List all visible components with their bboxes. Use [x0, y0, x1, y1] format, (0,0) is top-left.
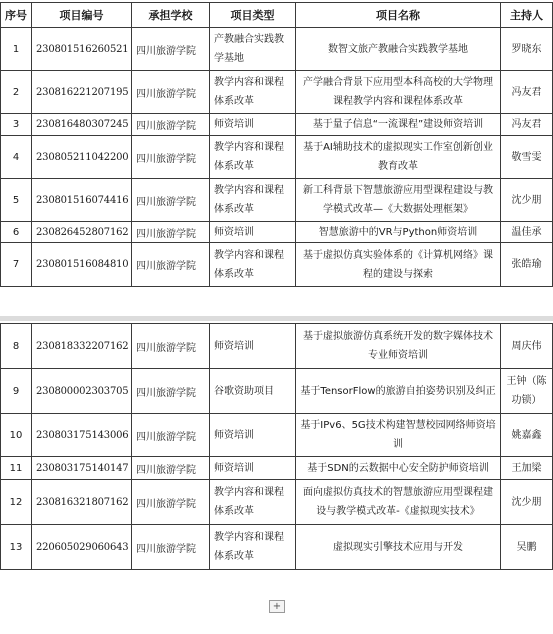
- header-code: 项目编号: [32, 3, 132, 28]
- cell-school: 四川旅游学院: [132, 369, 210, 414]
- cell-type: 教学内容和课程体系改革: [210, 136, 296, 179]
- cell-code: 230803175140147: [32, 457, 132, 480]
- header-name: 项目名称: [296, 3, 501, 28]
- cell-code: 230801516084810: [32, 243, 132, 287]
- cell-host: 王加梁: [501, 457, 553, 480]
- cell-type: 教学内容和课程体系改革: [210, 525, 296, 570]
- cell-host: 敬雪雯: [501, 136, 553, 179]
- table-row: [1, 414, 553, 457]
- cell-code: 230803175143006: [32, 414, 132, 457]
- cell-host: 冯友君: [501, 114, 553, 136]
- cell-host: 周庆伟: [501, 324, 553, 369]
- table-row: [1, 114, 553, 136]
- cell-num: 2: [1, 71, 32, 114]
- cell-code: 230801516260521: [32, 28, 132, 71]
- table-row: [1, 480, 553, 525]
- cell-num: 13: [1, 525, 32, 570]
- cell-num: 12: [1, 480, 32, 525]
- cell-name: 基于TensorFlow的旅游自拍姿势识别及纠正: [296, 369, 501, 414]
- table-row: [1, 136, 553, 179]
- cell-num: 11: [1, 457, 32, 480]
- cell-type: 师资培训: [210, 457, 296, 480]
- page-break-strip: [0, 316, 553, 321]
- cell-school: 四川旅游学院: [132, 525, 210, 570]
- cell-host: 沈少朋: [501, 179, 553, 222]
- cell-name: 基于量子信息“一流课程”建设师资培训: [296, 114, 501, 136]
- header-school: 承担学校: [132, 3, 210, 28]
- cell-type: 教学内容和课程体系改革: [210, 179, 296, 222]
- cell-name: 新工科背景下智慧旅游应用型课程建设与教学模式改革—《大数据处理框架》: [296, 179, 501, 222]
- cell-name: 面向虚拟仿真技术的智慧旅游应用型课程建设与教学模式改革-《虚拟现实技术》: [296, 480, 501, 525]
- cell-type: 师资培训: [210, 114, 296, 136]
- cell-name: 智慧旅游中的VR与Python师资培训: [296, 222, 501, 243]
- cell-type: 师资培训: [210, 324, 296, 369]
- cell-type: 教学内容和课程体系改革: [210, 71, 296, 114]
- cell-num: 7: [1, 243, 32, 287]
- table-row: [1, 28, 553, 71]
- cell-school: 四川旅游学院: [132, 114, 210, 136]
- cell-school: 四川旅游学院: [132, 480, 210, 525]
- cell-code: 230816221207195: [32, 71, 132, 114]
- cell-school: 四川旅游学院: [132, 324, 210, 369]
- cell-code: 230816480307245: [32, 114, 132, 136]
- cell-num: 1: [1, 28, 32, 71]
- cell-code: 230826452807162: [32, 222, 132, 243]
- cell-school: 四川旅游学院: [132, 71, 210, 114]
- cell-name: 虚拟现实引擎技术应用与开发: [296, 525, 501, 570]
- cell-num: 10: [1, 414, 32, 457]
- cell-name: 数智文旅产教融合实践教学基地: [296, 28, 501, 71]
- cell-code: 230800002303705: [32, 369, 132, 414]
- cell-host: 姚嘉鑫: [501, 414, 553, 457]
- cell-host: 张皓瑜: [501, 243, 553, 287]
- cell-host: 温佳承: [501, 222, 553, 243]
- table-row: [1, 222, 553, 243]
- cell-school: 四川旅游学院: [132, 414, 210, 457]
- cell-school: 四川旅游学院: [132, 136, 210, 179]
- table-add-row-handle[interactable]: +: [269, 600, 285, 613]
- project-table-bottom: [0, 323, 553, 570]
- table-row: [1, 243, 553, 287]
- table-row: [1, 457, 553, 480]
- cell-code: 230818332207162: [32, 324, 132, 369]
- cell-num: 4: [1, 136, 32, 179]
- header-host: 主持人: [501, 3, 553, 28]
- cell-name: 基于SDN的云数据中心安全防护师资培训: [296, 457, 501, 480]
- cell-name: 产学融合背景下应用型本科高校的大学物理课程教学内容和课程体系改革: [296, 71, 501, 114]
- project-table-top: [0, 2, 553, 287]
- cell-num: 9: [1, 369, 32, 414]
- cell-name: 基于IPv6、5G技术构建智慧校园网络师资培训: [296, 414, 501, 457]
- cell-name: 基于AI辅助技术的虚拟现实工作室创新创业教育改革: [296, 136, 501, 179]
- table-row: [1, 369, 553, 414]
- cell-type: 教学内容和课程体系改革: [210, 243, 296, 287]
- cell-school: 四川旅游学院: [132, 457, 210, 480]
- header-type: 项目类型: [210, 3, 296, 28]
- cell-type: 产教融合实践教学基地: [210, 28, 296, 71]
- table-row: [1, 324, 553, 369]
- cell-host: 沈少朋: [501, 480, 553, 525]
- cell-name: 基于虚拟仿真实验体系的《计算机网络》课程的建设与探索: [296, 243, 501, 287]
- table-row: [1, 71, 553, 114]
- cell-num: 6: [1, 222, 32, 243]
- cell-school: 四川旅游学院: [132, 28, 210, 71]
- header-row: [1, 3, 553, 28]
- cell-code: 230801516074416: [32, 179, 132, 222]
- cell-type: 师资培训: [210, 222, 296, 243]
- cell-code: 230816321807162: [32, 480, 132, 525]
- cell-code: 220605029060643: [32, 525, 132, 570]
- cell-host: 罗晓东: [501, 28, 553, 71]
- table-row: [1, 179, 553, 222]
- cell-host: 王钟（陈功锁）: [501, 369, 553, 414]
- cell-type: 谷歌资助项目: [210, 369, 296, 414]
- header-num: 序号: [1, 3, 32, 28]
- cell-code: 230805211042200: [32, 136, 132, 179]
- cell-type: 教学内容和课程体系改革: [210, 480, 296, 525]
- cell-num: 3: [1, 114, 32, 136]
- cell-num: 5: [1, 179, 32, 222]
- cell-host: 吴鹏: [501, 525, 553, 570]
- cell-school: 四川旅游学院: [132, 243, 210, 287]
- table-row: [1, 525, 553, 570]
- cell-num: 8: [1, 324, 32, 369]
- cell-name: 基于虚拟旅游仿真系统开发的数字媒体技术专业师资培训: [296, 324, 501, 369]
- cell-host: 冯友君: [501, 71, 553, 114]
- cell-type: 师资培训: [210, 414, 296, 457]
- cell-school: 四川旅游学院: [132, 179, 210, 222]
- cell-school: 四川旅游学院: [132, 222, 210, 243]
